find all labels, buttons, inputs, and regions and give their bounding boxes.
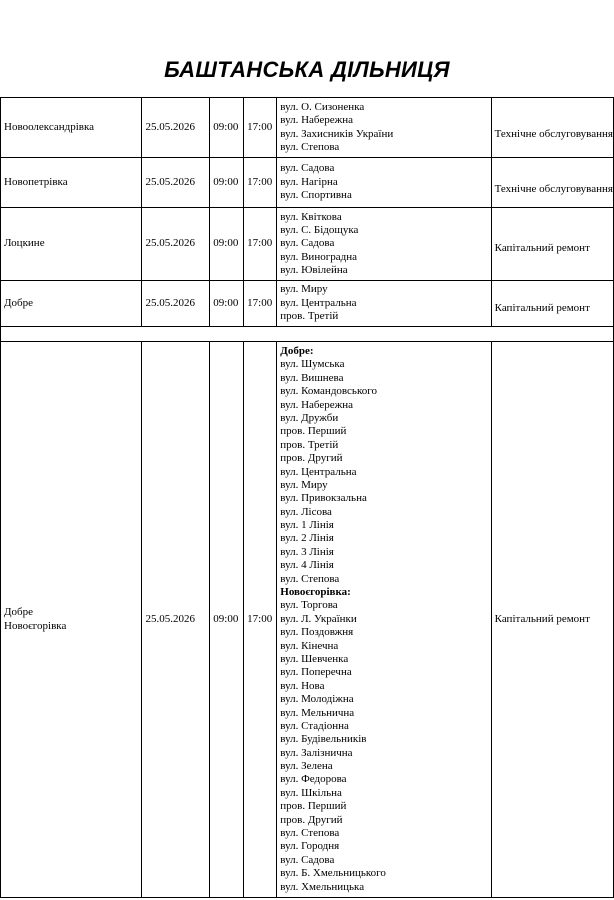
street-item: вул. Торгова: [280, 599, 338, 612]
end-time-cell: 17:00: [244, 281, 277, 327]
table-row: [1, 342, 614, 898]
table-row: [1, 158, 614, 208]
street-item: вул. Вишнева: [280, 371, 344, 384]
streets-cell: [277, 98, 491, 158]
street-item: пров. Перший: [280, 800, 347, 813]
settlement-name: Добре: [4, 606, 33, 619]
settlement-cell: [1, 208, 142, 281]
row-gap: [1, 327, 614, 342]
street-item: вул. Привокзальна: [280, 492, 367, 505]
work-type-cell: Технічне обслуговування: [491, 158, 613, 208]
street-item: вул. Ювілейна: [280, 264, 348, 277]
start-time-cell: 09:00: [210, 281, 244, 327]
end-time-cell: 17:00: [244, 342, 277, 898]
street-item: вул. 3 Лінія: [280, 545, 334, 558]
street-item: вул. Л. Українки: [280, 612, 357, 625]
end-time-cell: 17:00: [244, 208, 277, 281]
street-item: вул. Мельнична: [280, 706, 355, 719]
date-cell: 25.05.2026: [142, 98, 210, 158]
street-item: вул. Спортивна: [280, 189, 352, 202]
street-item: вул. Лісова: [280, 505, 332, 518]
streets-cell: [277, 342, 491, 898]
end-time-cell: 17:00: [244, 98, 277, 158]
street-item: вул. Федорова: [280, 773, 347, 786]
street-group-heading: Добре:: [280, 344, 314, 357]
street-item: вул. Поперечна: [280, 666, 352, 679]
street-item: пров. Перший: [280, 425, 347, 438]
start-time-cell: 09:00: [210, 158, 244, 208]
street-item: вул. Миру: [280, 283, 328, 296]
outage-schedule-table: [0, 97, 614, 898]
date-cell: 25.05.2026: [142, 342, 210, 898]
table-row: [1, 98, 614, 158]
street-item: вул. Степова: [280, 140, 340, 153]
street-item: вул. С. Бідощука: [280, 223, 359, 236]
work-type-cell: Капітальний ремонт: [491, 342, 613, 898]
street-item: вул. Садова: [280, 853, 335, 866]
street-item: вул. Нова: [280, 679, 325, 692]
street-item: вул. Шкільна: [280, 786, 342, 799]
street-item: вул. Шевченка: [280, 652, 349, 665]
street-item: вул. Нагірна: [280, 175, 338, 188]
street-item: вул. Командовського: [280, 385, 377, 398]
start-time-cell: 09:00: [210, 342, 244, 898]
table-row: [1, 281, 614, 327]
date-cell: 25.05.2026: [142, 208, 210, 281]
street-item: вул. Степова: [280, 572, 340, 585]
street-item: пров. Другий: [280, 452, 343, 465]
street-item: вул. Зелена: [280, 760, 333, 773]
date-cell: 25.05.2026: [142, 281, 210, 327]
street-item: вул. Дружби: [280, 411, 339, 424]
street-item: вул. Молодіжна: [280, 693, 354, 706]
settlement-cell: [1, 342, 142, 898]
street-item: вул. Виноградна: [280, 250, 357, 263]
street-item: вул. Шумська: [280, 358, 345, 371]
work-type-cell: Капітальний ремонт: [491, 281, 613, 327]
page-title: БАШТАНСЬКА ДІЛЬНИЦЯ: [164, 57, 450, 82]
street-item: вул. Центральна: [280, 465, 357, 478]
street-item: вул. Захисників України: [280, 127, 394, 140]
street-item: вул. 1 Лінія: [280, 519, 334, 532]
street-item: вул. Миру: [280, 478, 328, 491]
street-item: пров. Другий: [280, 813, 343, 826]
streets-cell: [277, 281, 491, 327]
work-type-cell: Капітальний ремонт: [491, 208, 613, 281]
work-type-cell: Технічне обслуговування: [491, 98, 613, 158]
street-item: вул. Садова: [280, 162, 335, 175]
street-item: вул. Степова: [280, 827, 340, 840]
street-item: вул. Набережна: [280, 398, 354, 411]
settlement-name: Новоєгорівка: [4, 619, 67, 632]
end-time-cell: 17:00: [244, 158, 277, 208]
settlement-name: Лоцкине: [4, 237, 45, 250]
street-group-heading: Новоєгорівка:: [280, 586, 351, 599]
start-time-cell: 09:00: [210, 208, 244, 281]
street-item: вул. Садова: [280, 237, 335, 250]
street-item: вул. Будівельників: [280, 733, 367, 746]
street-item: вул. Стадіонна: [280, 719, 349, 732]
street-item: вул. Б. Хмельницького: [280, 867, 386, 880]
settlement-cell: [1, 98, 142, 158]
settlement-name: Добре: [4, 296, 33, 309]
street-item: вул. Набережна: [280, 114, 354, 127]
street-item: вул. Залізнична: [280, 746, 353, 759]
street-item: вул. Городня: [280, 840, 340, 853]
street-item: вул. Кінечна: [280, 639, 339, 652]
street-item: вул. Квіткова: [280, 210, 342, 223]
settlement-cell: [1, 158, 142, 208]
settlement-name: Новоолександрівка: [4, 120, 95, 133]
settlement-cell: [1, 281, 142, 327]
street-item: пров. Третій: [280, 438, 339, 451]
street-item: вул. 4 Лінія: [280, 559, 334, 572]
street-item: вул. Центральна: [280, 296, 357, 309]
streets-cell: [277, 158, 491, 208]
start-time-cell: 09:00: [210, 98, 244, 158]
street-item: пров. Третій: [280, 310, 339, 323]
street-item: вул. 2 Лінія: [280, 532, 334, 545]
street-item: вул. Хмельницька: [280, 880, 365, 893]
streets-cell: [277, 208, 491, 281]
street-item: вул. Поздовжня: [280, 626, 354, 639]
street-item: вул. О. Сизоненка: [280, 100, 365, 113]
table-row: [1, 208, 614, 281]
settlement-name: Новопетрівка: [4, 175, 68, 188]
date-cell: 25.05.2026: [142, 158, 210, 208]
